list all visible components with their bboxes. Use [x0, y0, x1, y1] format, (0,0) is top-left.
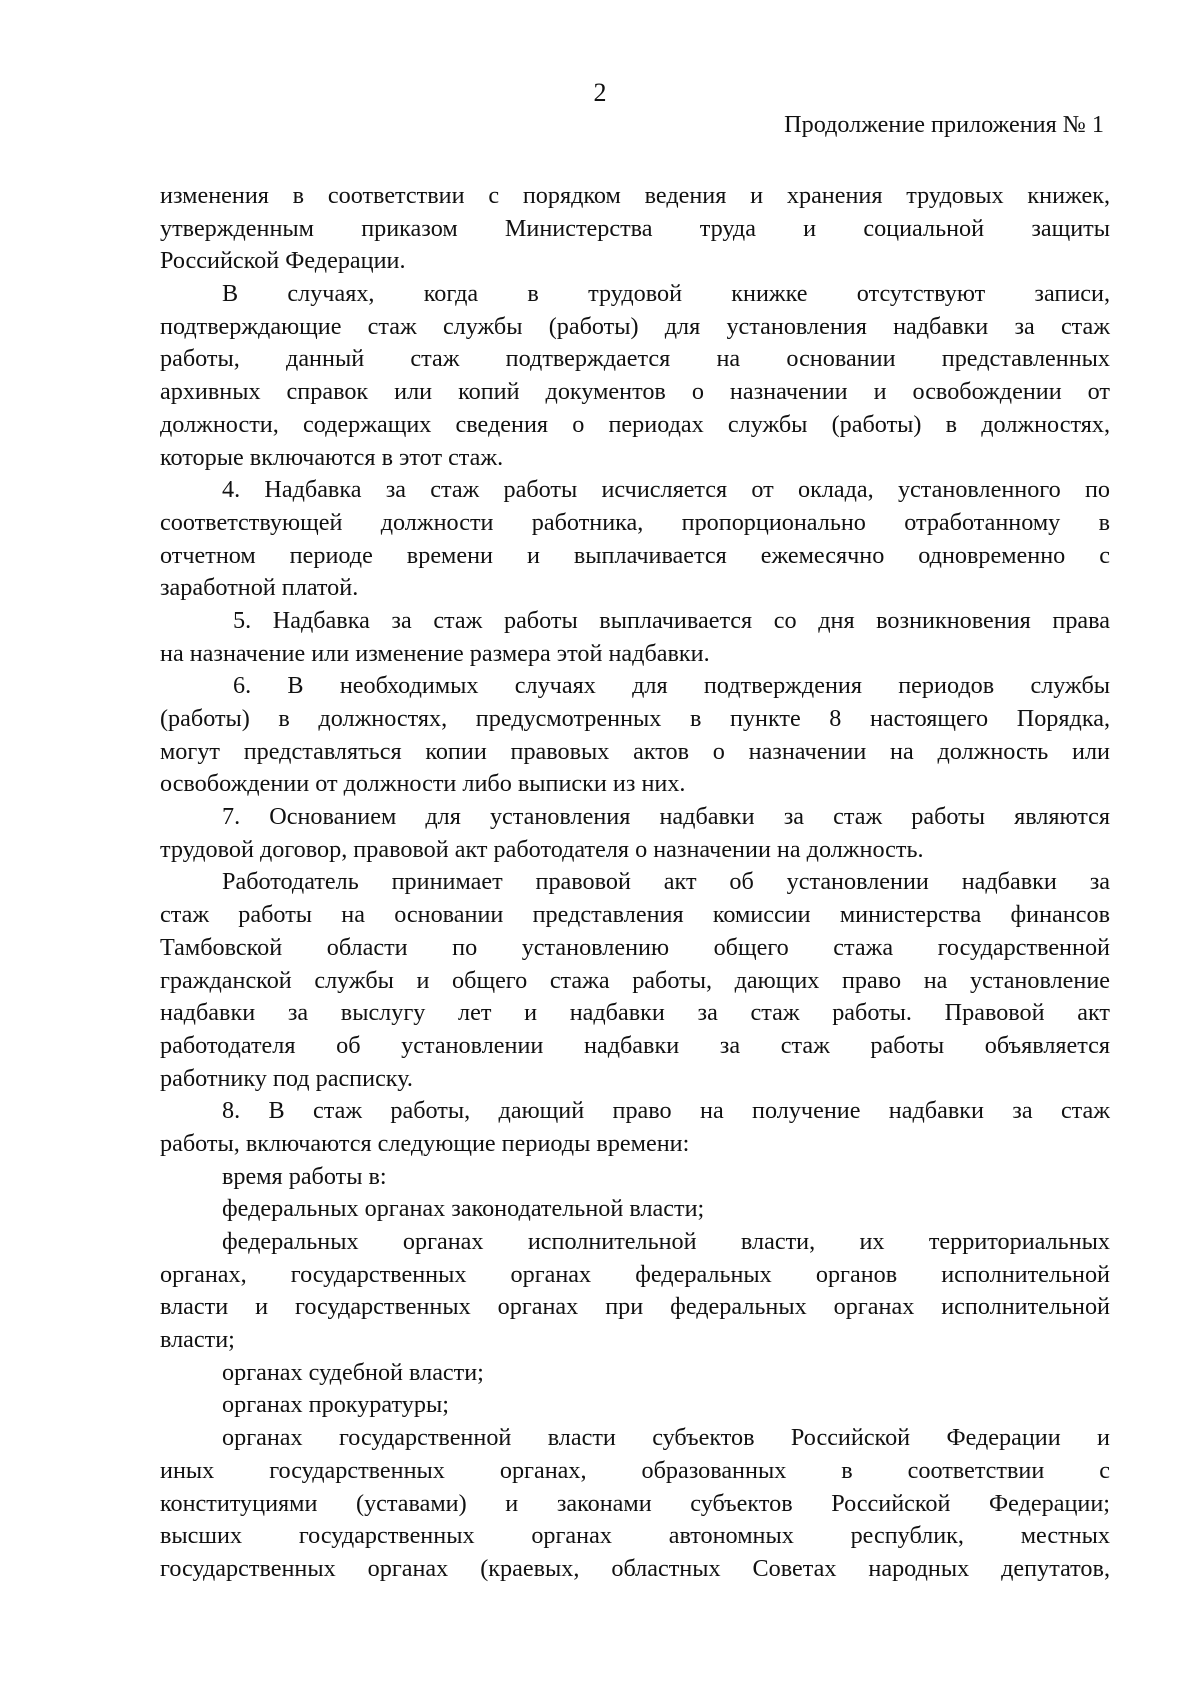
text-line: 8. В стаж работы, дающий право на получение надбавки за стаж	[222, 1097, 1110, 1125]
text-line: органах прокуратуры;	[222, 1391, 449, 1419]
text-line: утвержденным приказом Министерства труда и социальной защиты	[160, 214, 1110, 242]
text-line: В случаях, когда в трудовой книжке отсутствуют записи,	[222, 280, 1110, 308]
text-line: на назначение или изменение размера этой надбавки.	[160, 639, 710, 667]
text-line: освобождении от должности либо выписки из них.	[160, 770, 686, 798]
text-line: федеральных органах законодательной власти;	[222, 1195, 705, 1223]
text-line: конституциями (уставами) и законами субъектов Российской Федерации;	[160, 1489, 1110, 1517]
text-line: гражданской службы и общего стажа работы, дающих право на установление	[160, 966, 1110, 994]
text-line: стаж работы на основании представления комиссии министерства финансов	[160, 901, 1110, 929]
text-line: Тамбовской области по установлению общего стажа государственной	[160, 933, 1110, 961]
text-line: работы, включаются следующие периоды времени:	[160, 1129, 690, 1157]
text-line: могут представляться копии правовых актов о назначении на должность или	[160, 737, 1110, 765]
text-line: Российской Федерации.	[160, 247, 406, 275]
text-line: время работы в:	[222, 1162, 387, 1190]
text-line: высших государственных органах автономных республик, местных	[160, 1522, 1110, 1550]
text-line: власти и государственных органах при федеральных органах исполнительной	[160, 1293, 1110, 1321]
text-line: органах, государственных органах федеральных органов исполнительной	[160, 1260, 1110, 1288]
text-line: которые включаются в этот стаж.	[160, 443, 504, 471]
text-line: органах судебной власти;	[222, 1358, 484, 1386]
text-line: надбавки за выслугу лет и надбавки за стаж работы. Правовой акт	[160, 999, 1110, 1027]
text-line: работодателя об установлении надбавки за стаж работы объявляется	[160, 1031, 1110, 1059]
text-line: (работы) в должностях, предусмотренных в пункте 8 настоящего Порядка,	[160, 705, 1110, 732]
text-line: иных государственных органах, образованных в соответствии с	[160, 1456, 1110, 1484]
text-line: соответствующей должности работника, пропорционально отработанному в	[160, 508, 1110, 536]
text-line: 6. В необходимых случаях для подтверждения периодов службы	[233, 672, 1110, 700]
text-line: архивных справок или копий документов о назначении и освобождении от	[160, 378, 1110, 406]
page-number: 2	[593, 78, 607, 107]
text-line: заработной платой.	[160, 574, 359, 602]
text-line: государственных органах (краевых, областных Советах народных депутатов,	[160, 1554, 1110, 1582]
text-line: органах государственной власти субъектов Российской Федерации и	[222, 1424, 1110, 1452]
text-line: должности, содержащих сведения о периодах службы (работы) в должностях,	[160, 410, 1110, 438]
text-line: власти;	[160, 1326, 235, 1354]
text-line: Работодатель принимает правовой акт об установлении надбавки за	[222, 868, 1110, 896]
text-line: трудовой договор, правовой акт работодателя о назначении на должность.	[160, 835, 924, 863]
text-line: 4. Надбавка за стаж работы исчисляется от оклада, установленного по	[222, 476, 1110, 504]
text-line: работнику под расписку.	[160, 1064, 413, 1092]
text-line: 7. Основанием для установления надбавки за стаж работы являются	[222, 803, 1110, 831]
text-line: подтверждающие стаж службы (работы) для установления надбавки за стаж	[160, 312, 1110, 340]
text-line: изменения в соответствии с порядком ведения и хранения трудовых книжек,	[160, 182, 1110, 209]
text-line: работы, данный стаж подтверждается на основании представленных	[160, 345, 1110, 373]
text-line: отчетном периоде времени и выплачивается ежемесячно одновременно с	[160, 541, 1110, 569]
appendix-continuation-label: Продолжение приложения № 1	[784, 111, 1104, 138]
document-body	[160, 180, 1110, 1586]
text-line: 5. Надбавка за стаж работы выплачивается со дня возникновения права	[233, 606, 1110, 634]
text-line: федеральных органах исполнительной власти, их территориальных	[222, 1228, 1110, 1255]
